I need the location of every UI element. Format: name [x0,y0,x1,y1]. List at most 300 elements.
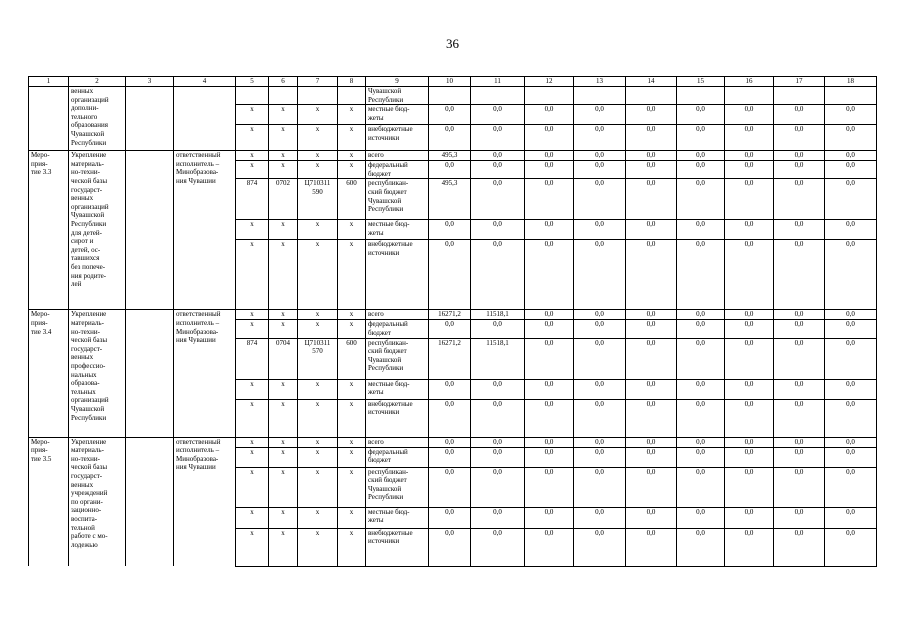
value-cell: 0,0 [677,467,725,507]
value-cell: 0,0 [429,467,471,507]
code-cell: x [269,240,298,310]
value-cell: 0,0 [725,105,774,125]
value-cell: 495,3 [429,151,471,161]
value-cell: 0,0 [725,320,774,338]
funding-source [366,467,429,507]
value-cell: 0,0 [626,320,677,338]
measure-name-line: работе с мо- [71,532,108,541]
code-cell: 874 [236,338,269,379]
value-cell: 0,0 [574,240,626,310]
value-cell: 0,0 [471,507,525,528]
value-cell: 0,0 [626,240,677,310]
value-cell: 0,0 [825,338,877,379]
code-cell: x [236,467,269,507]
code-cell: x [338,240,366,310]
funding-source-line: Чувашской [368,196,402,205]
funding-source-line: Чувашской [368,87,402,95]
measure-name-line: материаль- [71,318,104,327]
value-cell: 0,0 [574,161,626,179]
measure-name-line: ческой базы [71,463,108,472]
goal-cell [126,87,174,151]
value-cell: 0,0 [825,447,877,467]
funding-source-line: внебюджетные [368,528,413,537]
code-cell: x [269,507,298,528]
table-row [29,87,877,105]
code-cell: x [298,447,338,467]
measure-code-line: тие 3.3 [31,168,52,177]
value-cell: 0,0 [429,399,471,437]
header-cell: 9 [366,77,429,87]
value-cell: 0,0 [525,338,574,379]
executor-line: ния Чувашии [176,336,216,345]
measure-name-line: государст- [71,185,103,194]
code-cell: x [236,320,269,338]
code-cell: x [236,151,269,161]
funding-source [366,125,429,151]
code-cell: x [298,528,338,566]
funding-source-line: республикан- [368,467,409,476]
value-cell: 0,0 [525,105,574,125]
code-cell: x [269,447,298,467]
value-cell: 0,0 [677,240,725,310]
funding-source [366,105,429,125]
measure-name-line: материаль- [71,446,104,455]
value-cell: 0,0 [677,379,725,399]
code-cell: 874 [236,179,269,220]
code-cell: 0704 [269,338,298,379]
funding-source [366,447,429,467]
code-cell: x [236,528,269,566]
value-cell: 0,0 [471,161,525,179]
header-row [29,77,877,87]
value-cell: 0,0 [525,310,574,320]
value-cell [725,87,774,105]
code-cell: Ц710311 570 [298,338,338,379]
value-cell: 0,0 [626,399,677,437]
header-cell: 10 [429,77,471,87]
executor-line: исполнитель – [176,446,220,455]
value-cell: 0,0 [825,320,877,338]
code-cell [298,87,338,105]
funding-source-line: внебюджетные [368,240,413,249]
measure-code [29,310,69,437]
value-cell: 0,0 [825,379,877,399]
value-cell [429,87,471,105]
value-cell: 0,0 [429,240,471,310]
measure-name-line: лей [71,280,82,289]
value-cell: 0,0 [825,310,877,320]
value-cell: 0,0 [626,467,677,507]
code-cell: x [298,467,338,507]
value-cell: 0,0 [574,507,626,528]
value-cell: 0,0 [725,507,774,528]
value-cell: 0,0 [574,151,626,161]
code-cell: x [269,151,298,161]
value-cell: 0,0 [626,528,677,566]
value-cell: 0,0 [825,125,877,151]
funding-source [366,528,429,566]
code-cell: x [338,151,366,161]
value-cell: 0,0 [725,220,774,240]
code-cell: x [338,507,366,528]
value-cell: 0,0 [525,467,574,507]
code-cell: x [269,528,298,566]
code-cell: x [236,437,269,447]
header-cell: 16 [725,77,774,87]
code-cell: x [236,507,269,528]
measure-code-line: Меро- [31,437,50,446]
funding-source-line: Чувашской [368,484,402,493]
value-cell [677,87,725,105]
executor-line: ния Чувашии [176,463,216,472]
code-cell: x [236,105,269,125]
measure-code-line: Меро- [31,310,50,319]
value-cell: 0,0 [774,437,825,447]
measure-name-line: дополни- [71,104,99,113]
measure-name-line: учреждений [71,489,108,498]
value-cell: 0,0 [774,179,825,220]
measure-name-line: венных [71,194,94,203]
funding-source [366,320,429,338]
funding-source [366,507,429,528]
value-cell [471,87,525,105]
code-cell: x [269,437,298,447]
value-cell: 0,0 [677,161,725,179]
value-cell: 0,0 [574,220,626,240]
measure-name-line: нальных [71,370,97,379]
funding-source-line: жеты [368,516,384,525]
value-cell: 16271,2 [429,338,471,379]
value-cell: 0,0 [574,379,626,399]
value-cell: 0,0 [626,379,677,399]
measure-name-line: организаций [71,95,109,104]
funding-source-line: ский бюджет [368,347,407,356]
value-cell: 0,0 [471,125,525,151]
value-cell: 0,0 [825,437,877,447]
header-cell: 17 [774,77,825,87]
code-cell: x [338,399,366,437]
funding-source-line: республикан- [368,338,409,347]
measure-code [29,87,69,151]
measure-name-line: ческой базы [71,336,108,345]
code-cell [338,87,366,105]
code-cell: x [338,310,366,320]
funding-source-line: бюджет [368,328,391,337]
executor [174,310,236,437]
value-cell: 0,0 [725,447,774,467]
code-cell: x [298,437,338,447]
measure-name-line: Чувашской [71,129,105,138]
measure-name-line: тельной [71,523,95,532]
value-cell: 0,0 [725,161,774,179]
value-cell: 0,0 [677,447,725,467]
code-cell [236,87,269,105]
value-cell: 0,0 [774,220,825,240]
code-cell: x [298,125,338,151]
code-cell: x [236,379,269,399]
measure-name [69,310,126,437]
code-cell: x [338,467,366,507]
value-cell: 0,0 [525,220,574,240]
funding-source-line: Республики [368,205,404,214]
funding-source-line: федеральный [368,447,408,456]
measure-name-line: для детей- [71,228,102,237]
value-cell: 0,0 [471,447,525,467]
measure-name-line: профессио- [71,361,106,370]
measure-code-line: тие 3.4 [31,327,52,336]
value-cell: 495,3 [429,179,471,220]
measure-name-line: воспита- [71,514,98,523]
value-cell: 0,0 [774,161,825,179]
value-cell: 0,0 [429,105,471,125]
value-cell: 0,0 [774,467,825,507]
value-cell: 0,0 [574,467,626,507]
page-number: 36 [446,36,459,51]
value-cell: 0,0 [471,467,525,507]
measure-name-line: сирот и [71,237,94,246]
code-cell: 600 [338,338,366,379]
measure-name-line: Укрепление [71,437,107,446]
funding-source-line: федеральный [368,161,408,170]
funding-source-line: ский бюджет [368,187,407,196]
value-cell: 0,0 [825,179,877,220]
value-cell: 0,0 [471,105,525,125]
value-cell: 0,0 [525,379,574,399]
value-cell: 0,0 [774,151,825,161]
measure-name-line: Укрепление [71,310,107,319]
value-cell: 0,0 [677,528,725,566]
value-cell: 0,0 [574,125,626,151]
value-cell: 0,0 [774,528,825,566]
value-cell [626,87,677,105]
code-cell: x [236,220,269,240]
value-cell: 0,0 [725,528,774,566]
measure-name-line: венных [71,480,94,489]
value-cell: 0,0 [677,437,725,447]
code-cell: x [269,125,298,151]
executor-line: ответственный [176,310,221,319]
funding-source-line: местные бюд- [368,379,410,388]
funding-source [366,379,429,399]
value-cell: 0,0 [525,399,574,437]
funding-source-line: местные бюд- [368,507,410,516]
funding-source [366,310,429,320]
value-cell: 0,0 [525,125,574,151]
header-cell: 2 [69,77,126,87]
measure-name-line: по органи- [71,497,103,506]
value-cell: 0,0 [725,151,774,161]
header-cell: 8 [338,77,366,87]
funding-source-line: республикан- [368,179,409,188]
executor-line: ответственный [176,151,221,160]
value-cell: 0,0 [471,151,525,161]
measure-name-line: государст- [71,344,103,353]
value-cell: 0,0 [825,399,877,437]
code-cell: 600 [338,179,366,220]
value-cell: 0,0 [525,447,574,467]
value-cell: 0,0 [725,379,774,399]
value-cell: 0,0 [574,179,626,220]
funding-source-line: всего [368,437,384,446]
value-cell: 0,0 [774,447,825,467]
executor-line: ния Чувашии [176,176,216,185]
measure-name-line: Республики [71,219,107,228]
code-cell: x [338,447,366,467]
budget-table [28,76,877,567]
measure-name [69,151,126,310]
funding-source [366,220,429,240]
value-cell: 0,0 [825,161,877,179]
header-cell: 7 [298,77,338,87]
measure-code [29,151,69,310]
code-cell: x [338,437,366,447]
value-cell: 0,0 [725,125,774,151]
funding-source-line: всего [368,310,384,319]
value-cell: 0,0 [626,220,677,240]
measure-code-line: прия- [31,318,48,327]
funding-source [366,151,429,161]
measure-name-line: образования [71,121,108,130]
measure-code-line: прия- [31,159,48,168]
value-cell: 0,0 [574,338,626,379]
funding-source-line: Республики [368,493,404,502]
code-cell: x [298,310,338,320]
value-cell [774,87,825,105]
header-cell: 11 [471,77,525,87]
measure-name-line: Республики [71,138,107,147]
value-cell: 0,0 [725,437,774,447]
code-cell: 0702 [269,179,298,220]
value-cell: 0,0 [774,379,825,399]
code-cell: x [269,105,298,125]
value-cell: 0,0 [525,320,574,338]
executor-line: исполнитель – [176,318,220,327]
value-cell: 0,0 [626,125,677,151]
value-cell: 0,0 [725,179,774,220]
table-row [29,151,877,161]
value-cell: 0,0 [471,379,525,399]
value-cell: 0,0 [677,320,725,338]
header-cell: 5 [236,77,269,87]
executor [174,87,236,151]
code-cell: x [298,379,338,399]
code-cell: x [338,379,366,399]
code-cell: x [298,151,338,161]
value-cell: 0,0 [677,338,725,379]
code-cell [269,87,298,105]
value-cell: 0,0 [725,240,774,310]
measure-name-line: но-техни- [71,327,100,336]
code-cell: x [236,447,269,467]
value-cell: 0,0 [525,437,574,447]
value-cell: 0,0 [574,399,626,437]
value-cell: 0,0 [429,528,471,566]
header-cell: 13 [574,77,626,87]
executor-line: ответственный [176,437,221,446]
value-cell: 0,0 [574,437,626,447]
header-cell: 4 [174,77,236,87]
measure-name-line: организаций [71,396,109,405]
measure-name-line: Чувашской [71,211,105,220]
code-cell: x [298,507,338,528]
measure-name-line: Укрепление [71,151,107,160]
value-cell: 0,0 [677,105,725,125]
value-cell: 0,0 [429,447,471,467]
value-cell: 0,0 [525,240,574,310]
measure-name-line: без попече- [71,262,106,271]
code-cell: x [338,125,366,151]
code-cell: x [269,399,298,437]
funding-source-line: местные бюд- [368,105,410,114]
code-cell: x [236,161,269,179]
value-cell: 0,0 [471,320,525,338]
value-cell: 0,0 [677,310,725,320]
funding-source-line: источники [368,133,400,142]
funding-source-line: жеты [368,228,384,237]
code-cell: x [298,105,338,125]
value-cell [574,87,626,105]
value-cell: 0,0 [825,151,877,161]
funding-source-line: Чувашской [368,355,402,364]
funding-source-line: Республики [368,95,404,104]
value-cell: 0,0 [725,399,774,437]
funding-source-line: федеральный [368,320,408,329]
code-cell: x [298,399,338,437]
measure-code [29,437,69,566]
value-cell: 11518,1 [471,338,525,379]
code-cell: x [269,220,298,240]
funding-source-line: бюджет [368,456,391,465]
value-cell: 0,0 [574,447,626,467]
measure-name-line: но-техни- [71,454,100,463]
code-cell: x [269,161,298,179]
funding-source [366,179,429,220]
code-cell: x [236,310,269,320]
funding-source [366,338,429,379]
funding-source [366,87,429,105]
code-cell: x [269,379,298,399]
value-cell: 0,0 [677,151,725,161]
measure-name-line: государст- [71,471,103,480]
funding-source [366,161,429,179]
measure-code-line: тие 3.5 [31,454,52,463]
funding-source-line: всего [368,151,384,160]
value-cell: 0,0 [574,528,626,566]
value-cell: 0,0 [677,507,725,528]
code-cell: x [236,399,269,437]
value-cell: 0,0 [574,320,626,338]
code-cell: x [338,220,366,240]
value-cell: 0,0 [825,220,877,240]
value-cell: 0,0 [626,161,677,179]
value-cell: 0,0 [525,507,574,528]
value-cell: 0,0 [626,151,677,161]
funding-source-line: местные бюд- [368,220,410,229]
funding-source [366,399,429,437]
value-cell: 0,0 [677,125,725,151]
code-cell: Ц710311 590 [298,179,338,220]
funding-source-line: бюджет [368,169,391,178]
value-cell: 0,0 [774,338,825,379]
value-cell: 0,0 [471,399,525,437]
code-cell: x [269,310,298,320]
value-cell: 0,0 [626,507,677,528]
table-row [29,310,877,320]
header-cell: 1 [29,77,69,87]
measure-code-line: Меро- [31,151,50,160]
value-cell: 0,0 [626,105,677,125]
value-cell: 0,0 [626,437,677,447]
